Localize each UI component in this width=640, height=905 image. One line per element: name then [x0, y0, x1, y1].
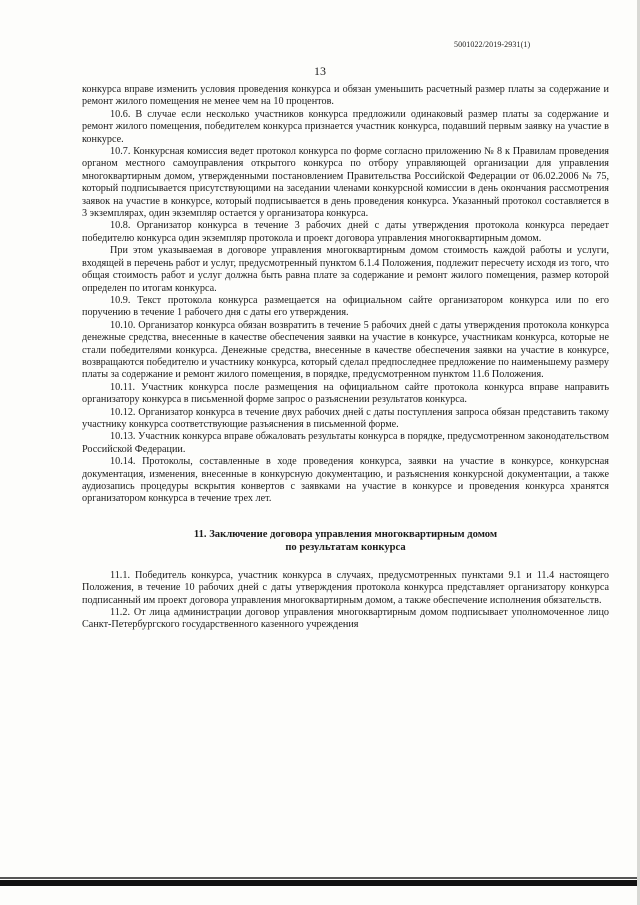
section-heading: [82, 528, 609, 554]
page-number: 13: [314, 64, 326, 78]
paragraph-10-9: 10.9. Текст протокола конкурса размещается на официальном сайте организатором конкурса или по его поручению в течение 1 рабочего дня с даты его утверждения.: [82, 294, 609, 319]
paragraph-10-10: 10.10. Организатор конкурса обязан возвратить в течение 5 рабочих дней с даты утверждения протокола конкурса денежные средства, внесенные в качестве обеспечения заявки на участие в конкурсе, участникам конкурса, которые не стали победителями конкурса. Денежные средства, внесенные в качестве обеспечения заявки на участие в конкурсе, возвращаются победителю и участнику конкурса, который сделал предпоследнее предложение по наименьшему размеру платы за содержание и ремонт жилого помещения, в порядке, предусмотренном пунктом 11.6 Положения.: [82, 319, 609, 381]
paragraph-price-recalc: При этом указываемая в договоре управления многоквартирным домом стоимость каждой работы и услуги, входящей в перечень работ и услуг, предусмотренный пунктом 6.1.4 Положения, подлежит пересчету исходя из того, что общая стоимость работ и услуг должна быть равна плате за содержание и ремонт жилого помещения, размер которой определен по итогам конкурса.: [82, 245, 609, 294]
document-number: 5001022/2019-2931(1): [454, 40, 531, 49]
scan-artifact-line: [0, 877, 640, 879]
paragraph-10-8: 10.8. Организатор конкурса в течение 3 рабочих дней с даты утверждения протокола конкурса передает победителю конкурса один экземпляр протокола и проект договора управления многоквартирным домом.: [82, 220, 609, 244]
paragraph-11-1: 11.1. Победитель конкурса, участник конкурса в случаях, предусмотренных пунктами 9.1 и 11.4 настоящего Положения, в течение 10 рабочих дней с даты утверждения протокола конкурса представляет организатору конкурса подписанный им проект договора управления многоквартирным домом, а также обеспечение исполнения обязательств.: [82, 569, 609, 606]
scan-artifact-band: [0, 880, 640, 886]
paragraph-11-2: 11.2. От лица администрации договор управления многоквартирным домом подписывает уполномоченное лицо Санкт-Петербургского государственного казенного учреждения: [82, 607, 609, 631]
paragraph-10-6: 10.6. В случае если несколько участников конкурса предложили одинаковый размер платы за содержание и ремонт жилого помещения, победителем конкурса признается участник конкурса, подавший первым заявку на участие в конкурсе.: [82, 108, 609, 145]
paragraph-10-7: 10.7. Конкурсная комиссия ведет протокол конкурса по форме согласно приложению № 8 к Правилам проведения органом местного самоуправления открытого конкурса по отбору управляющей организации для управления многоквартирным домом, утвержденными постановлением Правительства Российской Федерации от 06.02.2006 № 75, который подписывается присутствующими на заседании членами конкурсной комиссии в день окончания рассмотрения заявок на участие в конкурсе, который подписывается в день проведения конкурса. Указанный протокол составляется в 3 экземплярах, один экземпляр остается у организатора конкурса.: [82, 146, 609, 220]
paragraph: конкурса вправе изменить условия проведения конкурса и обязан уменьшить расчетный размер платы за содержание и ремонт жилого помещения не менее чем на 10 процентов.: [82, 84, 609, 108]
paragraph-10-11: 10.11. Участник конкурса после размещения на официальном сайте протокола конкурса вправе направить организатору конкурса в письменной форме запрос о разъяснении результатов конкурса.: [82, 381, 609, 406]
document-body: [82, 84, 609, 632]
paragraph-10-12: 10.12. Организатор конкурса в течение двух рабочих дней с даты поступления запроса обязан представить такому участнику конкурса соответствующие разъяснения в письменной форме.: [82, 406, 609, 430]
paragraph-10-13: 10.13. Участник конкурса вправе обжаловать результаты конкурса в порядке, предусмотренном законодательством Российской Федерации.: [82, 431, 609, 455]
paragraph-10-14: 10.14. Протоколы, составленные в ходе проведения конкурса, заявки на участие в конкурсе, конкурсная документация, изменения, внесенные в конкурсную документацию, и разъяснения конкурсной документации, а также аудиозапись процедуры вскрытия конвертов с заявками на участие в конкурсе и проведения конкурса хранятся организатором конкурса в течение трех лет.: [82, 456, 609, 505]
section-heading-line2: по результатам конкурса: [285, 541, 406, 553]
section-heading-line1: 11. Заключение договора управления многоквартирным домом: [193, 528, 498, 540]
